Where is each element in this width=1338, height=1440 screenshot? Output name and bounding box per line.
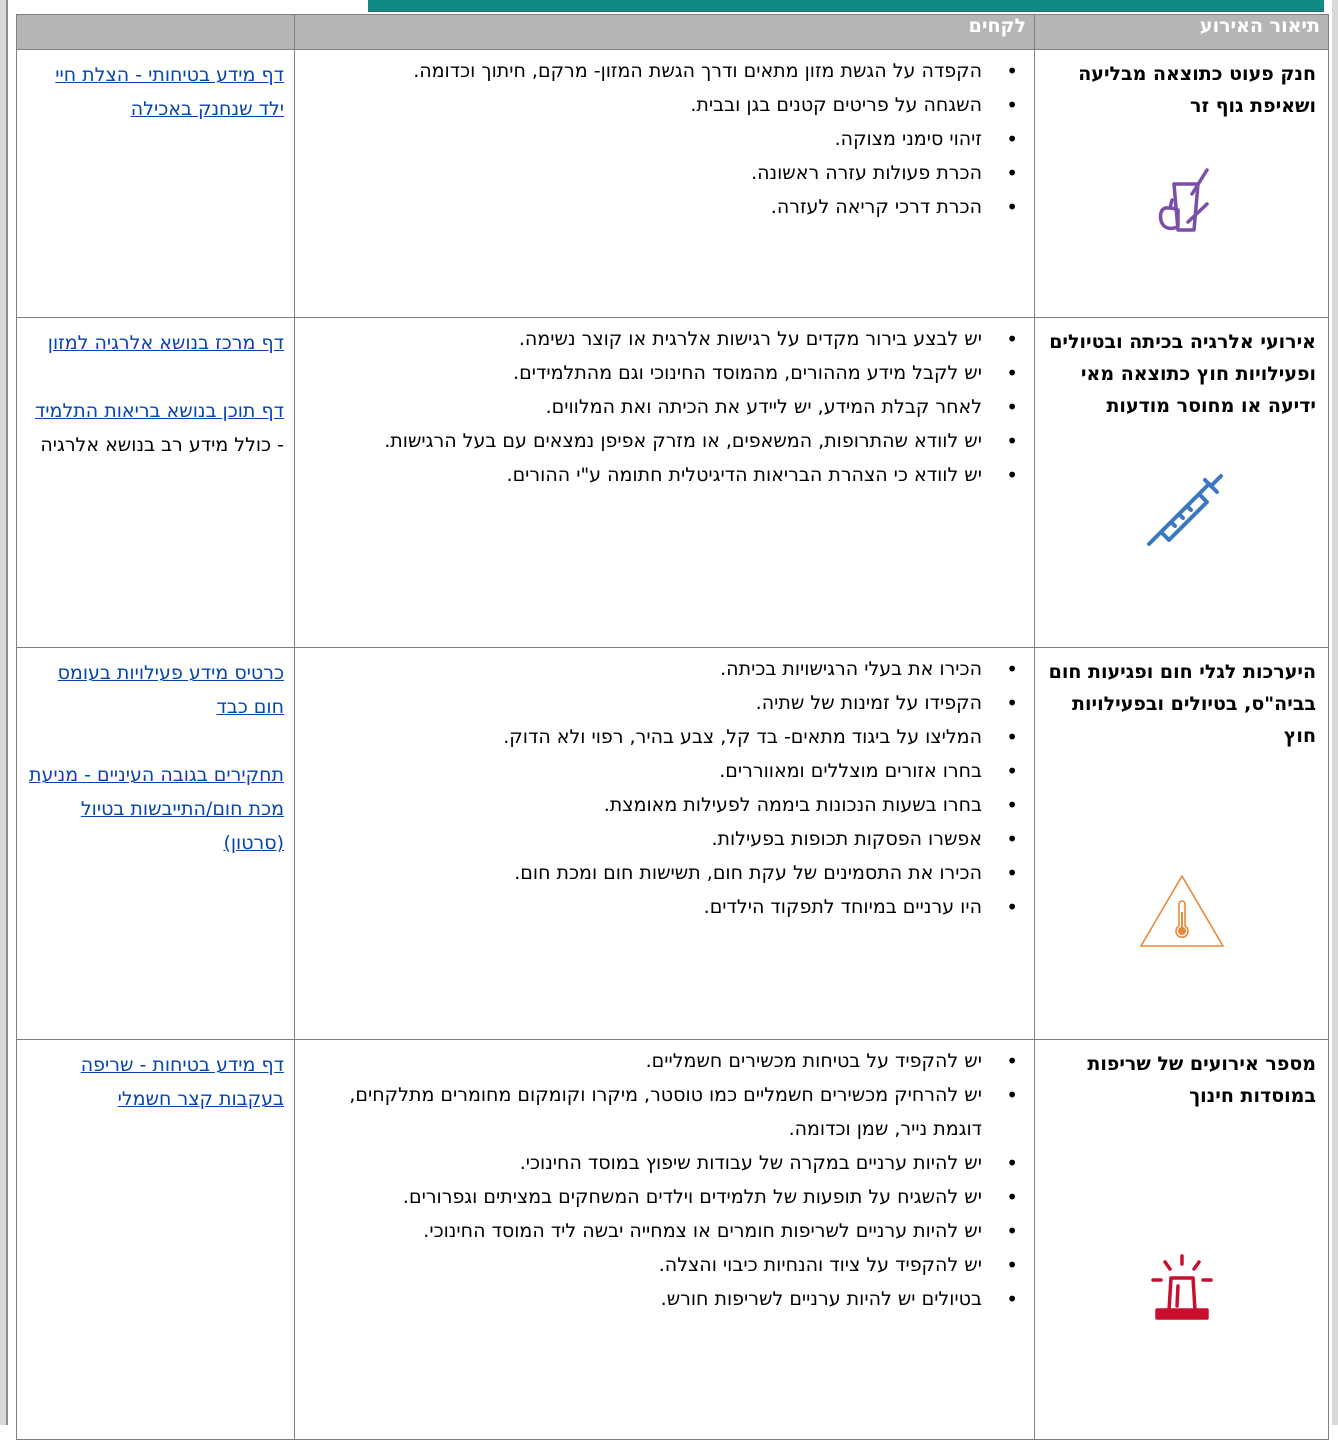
links-cell bbox=[17, 1040, 295, 1440]
list-item: • יש להקפיד על בטיחות מכשירים חשמליים. bbox=[325, 1044, 1018, 1078]
list-item: • הכרת דרכי קריאה לעזרה. bbox=[325, 190, 1018, 224]
event-cell bbox=[1035, 1040, 1329, 1440]
event-title: מספר אירועים של שריפות במוסדות חינוך bbox=[1087, 1053, 1316, 1107]
list-item: • הקפידו על זמינות של שתיה. bbox=[325, 686, 1018, 720]
info-link[interactable]: דף מרכז בנושא אלרגיה למזון bbox=[47, 332, 284, 354]
info-link[interactable]: דף מידע בטיחותי - הצלת חיי ילד שנחנק באכילה bbox=[55, 64, 284, 120]
list-item: • יש לוודא כי הצהרת הבריאות הדיגיטלית חתומה ע"י ההורים. bbox=[325, 458, 1018, 492]
window-right-border bbox=[1332, 0, 1338, 1425]
links-cell bbox=[17, 50, 295, 318]
event-title: חנק פעוט כתוצאה מבליעה ושאיפת גוף זר bbox=[1078, 63, 1316, 117]
list-item: • יש להרחיק מכשירים חשמליים כמו טוסטר, מיקרו וקומקום מחומרים מתלקחים, דוגמת נייר, שמן וכדומה. bbox=[325, 1078, 1018, 1146]
header-event-description: תיאור האירוע bbox=[1035, 15, 1329, 50]
choking-food-icon bbox=[1152, 166, 1212, 236]
list-item: • בחרו אזורים מוצללים ומאווררים. bbox=[325, 754, 1018, 788]
top-banner-bar bbox=[368, 0, 1324, 12]
syringe-icon bbox=[1137, 462, 1227, 552]
list-item: • השגחה על פריטים קטנים בגן ובבית. bbox=[325, 88, 1018, 122]
list-item: • יש לקבל מידע מההורים, מהמוסד החינוכי וגם מהתלמידים. bbox=[325, 356, 1018, 390]
list-item: • זיהוי סימני מצוקה. bbox=[325, 122, 1018, 156]
link-suffix-text: - כולל מידע רב בנושא אלרגיה bbox=[40, 434, 284, 456]
lessons-list bbox=[295, 322, 1034, 492]
list-item: • יש להיות ערניים במקרה של עבודות שיפוץ במוסד החינוכי. bbox=[325, 1146, 1018, 1180]
window-left-border bbox=[0, 0, 8, 1425]
event-title: היערכות לגלי חום ופגיעות חום בביה"ס, בטיולים ובפעילויות חוץ bbox=[1048, 661, 1316, 747]
list-item: • יש לבצע בירור מקדים על רגישות אלרגית או קוצר נשימה. bbox=[325, 322, 1018, 356]
alarm-siren-icon bbox=[1147, 1252, 1217, 1322]
lessons-table bbox=[16, 14, 1329, 1440]
list-item: • בחרו בשעות הנכונות ביממה לפעילות מאומצת. bbox=[325, 788, 1018, 822]
list-item: • הכירו את התסמינים של עקת חום, תשישות חום ומכת חום. bbox=[325, 856, 1018, 890]
header-links bbox=[17, 15, 295, 50]
info-link[interactable]: כרטיס מידע פעילויות בעומס חום כבד bbox=[57, 662, 284, 718]
list-item: • היו ערניים במיוחד לתפקוד הילדים. bbox=[325, 890, 1018, 924]
event-cell bbox=[1035, 318, 1329, 648]
links-cell bbox=[17, 318, 295, 648]
table-row bbox=[17, 1040, 1329, 1440]
event-title: אירועי אלרגיה בכיתה ובטיולים ופעילויות חוץ כתוצאה מאי ידיעה או מחוסר מודעות bbox=[1049, 331, 1316, 417]
list-item: • יש להיות ערניים לשריפות חומרים או צמחייה יבשה ליד המוסד החינוכי. bbox=[325, 1214, 1018, 1248]
lessons-cell bbox=[295, 1040, 1035, 1440]
event-cell bbox=[1035, 648, 1329, 1040]
event-cell bbox=[1035, 50, 1329, 318]
table-header-row bbox=[17, 15, 1329, 50]
lessons-cell bbox=[295, 648, 1035, 1040]
list-item: • יש לוודא שהתרופות, המשאפים, או מזרק אפיפן נמצאים עם בעל הרגישות. bbox=[325, 424, 1018, 458]
list-item: • המליצו על ביגוד מתאים- בד קל, צבע בהיר, רפוי ולא הדוק. bbox=[325, 720, 1018, 754]
list-item: • לאחר קבלת המידע, יש ליידע את הכיתה ואת המלווים. bbox=[325, 390, 1018, 424]
lessons-list bbox=[295, 1044, 1034, 1316]
links-cell bbox=[17, 648, 295, 1040]
list-item: • הכרת פעולות עזרה ראשונה. bbox=[325, 156, 1018, 190]
heat-warning-icon bbox=[1137, 872, 1227, 952]
lessons-cell bbox=[295, 318, 1035, 648]
list-item: • הכירו את בעלי הרגישויות בכיתה. bbox=[325, 652, 1018, 686]
info-link[interactable]: דף תוכן בנושא בריאות התלמיד bbox=[34, 400, 284, 422]
table-row bbox=[17, 648, 1329, 1040]
list-item: • הקפדה על הגשת מזון מתאים ודרך הגשת המזון- מרקם, חיתוך וכדומה. bbox=[325, 54, 1018, 88]
lessons-cell bbox=[295, 50, 1035, 318]
table-row bbox=[17, 50, 1329, 318]
lessons-list bbox=[295, 54, 1034, 224]
list-item: • אפשרו הפסקות תכופות בפעילות. bbox=[325, 822, 1018, 856]
info-link[interactable]: תחקירים בגובה העיניים - מניעת מכת חום/התייבשות בטיול (סרטון) bbox=[28, 764, 284, 854]
table-row bbox=[17, 318, 1329, 648]
list-item: • בטיולים יש להיות ערניים לשריפות חורש. bbox=[325, 1282, 1018, 1316]
lessons-list bbox=[295, 652, 1034, 924]
info-link[interactable]: דף מידע בטיחות - שריפה בעקבות קצר חשמלי bbox=[80, 1054, 284, 1110]
list-item: • יש להקפיד על ציוד והנחיות כיבוי והצלה. bbox=[325, 1248, 1018, 1282]
list-item: • יש להשגיח על תופעות של תלמידים וילדים המשחקים במציתים וגפרורים. bbox=[325, 1180, 1018, 1214]
header-lessons: לקחים bbox=[295, 15, 1035, 50]
